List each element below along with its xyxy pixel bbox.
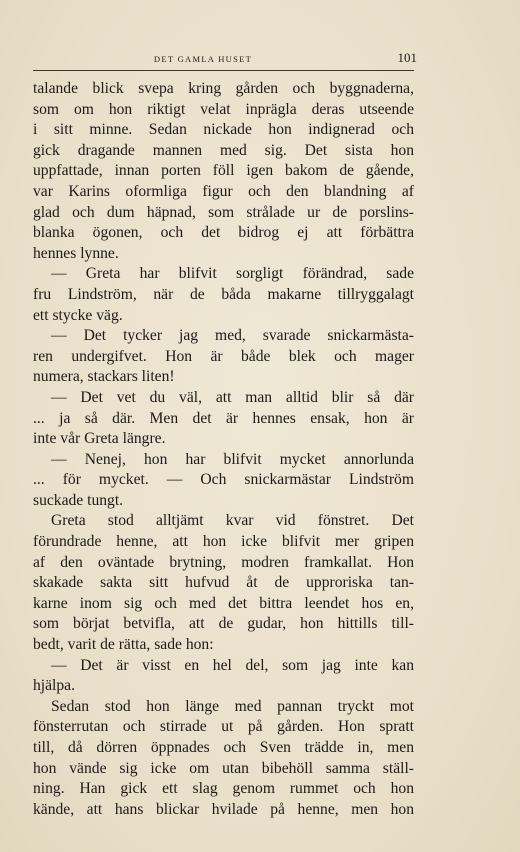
text-line: till, då dörren öppnades och Sven trädde in, men — [33, 739, 414, 756]
text-line: glad och dum häpnad, som strålade ur de porslins- — [33, 203, 414, 221]
text-line: — Det är visst en hel del, som jag inte kan — [51, 656, 414, 674]
text-line: som börjat betvifla, att de gudar, hon hittills till- — [33, 615, 414, 633]
text-line: af den oväntade brytning, modren framkallat. Hon — [33, 553, 414, 571]
text-line: Sedan stod hon länge med pannan tryckt mot — [51, 697, 414, 715]
text-line: gick dragande mannen med sig. Det sista hon — [33, 141, 414, 159]
text-line: skakade sakta sitt hufvud åt de upproriska tan- — [33, 574, 414, 592]
text-line: blanka ögonen, och det bidrog ej att förbättra — [33, 224, 414, 242]
text-line: — Det tycker jag med, svarade snickarmästa- — [51, 327, 414, 345]
text-line: Greta stod alltjämt kvar vid fönstret. Det — [51, 512, 414, 530]
text-line: numera, stackars liten! — [33, 368, 175, 386]
text-line: hon vände sig icke om utan bibehöll samma ställ- — [33, 759, 414, 777]
text-line: bedt, varit de rätta, sade hon: — [33, 636, 214, 654]
text-line: som om hon riktigt velat inprägla deras utseende — [33, 100, 414, 118]
text-line: talande blick svepa kring gården och byggnaderna, — [33, 80, 414, 97]
text-line: karne inom sig och med det bittra leendet hos en, — [33, 594, 414, 612]
text-line: ning. Han gick ett slag genom rummet och hon — [33, 780, 414, 798]
header-rule — [33, 70, 414, 71]
body-text — [33, 79, 414, 820]
text-line: — Greta har blifvit sorgligt förändrad, sade — [51, 265, 414, 283]
page-header — [33, 50, 417, 70]
running-title: DET GAMLA HUSET — [153, 54, 253, 64]
text-line: suckade tungt. — [33, 491, 124, 509]
text-line: hennes lynne. — [33, 244, 119, 262]
text-line: — Nenej, hon har blifvit mycket annorlunda — [51, 450, 414, 468]
text-line: fönsterrutan och stirrade ut på gården. Hon spratt — [33, 718, 414, 736]
text-line: fru Lindström, när de båda makarne tillryggalagt — [33, 285, 414, 303]
text-line: ett stycke väg. — [33, 306, 123, 324]
text-line: inte vår Greta längre. — [33, 430, 166, 448]
text-line: — Det vet du väl, att man alltid blir så där — [51, 388, 414, 406]
text-line: ... ja så där. Men det är hennes ensak, hon är — [33, 409, 414, 427]
text-line: ren undergifvet. Hon är både blek och mager — [33, 347, 414, 365]
text-line: uppfattade, innan porten föll igen bakom de gående, — [33, 162, 414, 180]
text-line: kände, att hans blickar hvilade på henne, men hon — [33, 800, 414, 818]
text-line: hjälpa. — [33, 677, 75, 695]
page-number: 101 — [397, 50, 417, 65]
text-line: förundrade henne, att hon icke blifvit mer gripen — [33, 533, 414, 551]
text-line: var Karins oformliga figur och den blandning af — [33, 182, 414, 200]
text-line: ... för mycket. — Och snickarmästar Lindström — [33, 471, 414, 489]
text-line: i sitt minne. Sedan nickade hon indignerad och — [33, 121, 414, 139]
